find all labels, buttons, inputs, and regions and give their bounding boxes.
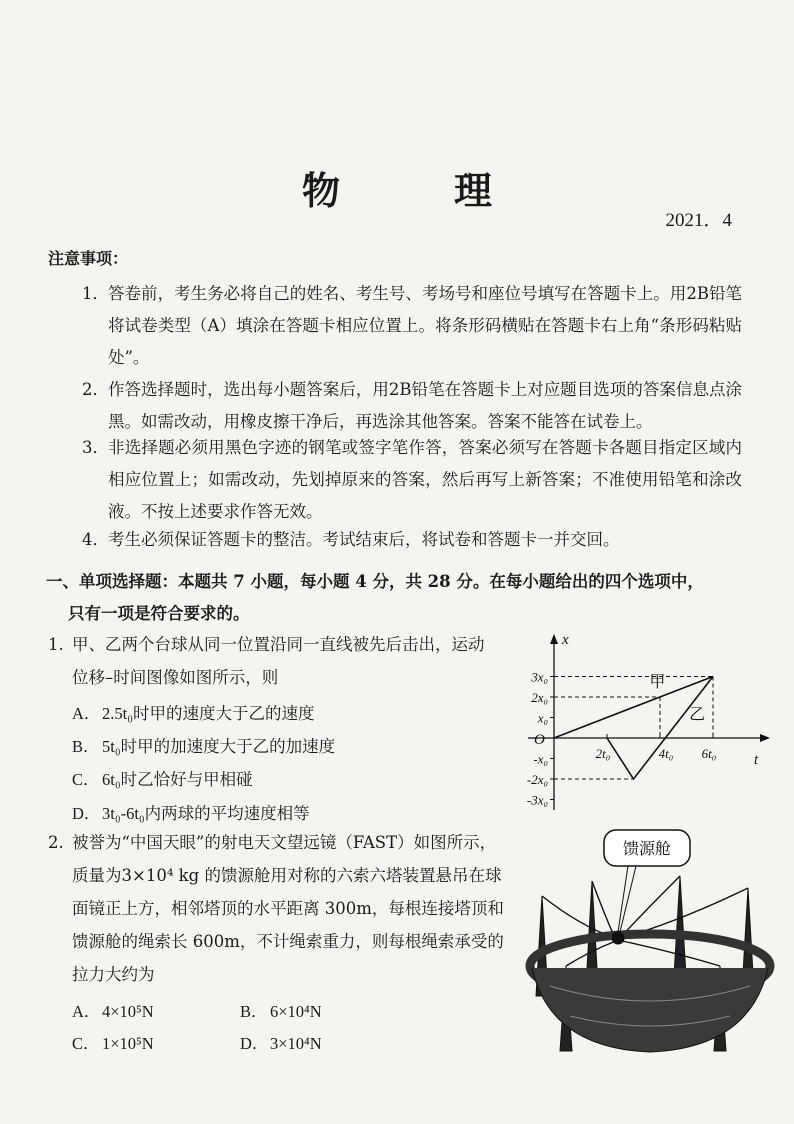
page-title: 物 理	[301, 168, 530, 213]
x-axis-label: t	[754, 752, 759, 768]
chart-axes	[527, 632, 770, 810]
notice-item	[82, 374, 742, 438]
y-tick-label: x₀	[537, 710, 548, 726]
option-text: 6t₀时乙恰好与甲相碰	[102, 770, 253, 789]
q2-option-c	[72, 1030, 154, 1054]
y-axis-arrow	[550, 634, 558, 644]
y-tick-label: -x₀	[533, 751, 548, 767]
option-text: 4×10⁵N	[102, 1002, 154, 1021]
option-label: D．	[240, 1034, 269, 1053]
option-label: B．	[240, 1002, 268, 1021]
question-stem-line: 位移–时间图像如图所示，则	[72, 668, 279, 687]
notice-item-number: 2．	[82, 380, 109, 399]
question-stem-line: 质量为3×10⁴ kg 的馈源舱用对称的六索六塔装置悬吊在球	[72, 866, 502, 885]
telescope-drawing	[530, 866, 770, 1052]
question-stem-line: 甲、乙两个台球从同一位置沿同一直线被先后击出，运动	[72, 635, 485, 654]
notice-item-text: 非选择题必须用黑色字迹的钢笔或签字笔作答，答案必须写在答题卡各题目指定区域内相应位置上；如需改动，先划掉原来的答案，然后再写上新答案；不准使用铅笔和涂改液。不按上述要求作答无效。	[108, 438, 742, 521]
notice-item-number: 1．	[82, 284, 109, 303]
q1-option-a	[72, 700, 314, 724]
section-heading-line1: 一、单项选择题：本题共 7 小题，每小题 4 分，共 28 分。在每小题给出的四个选项中，	[46, 572, 704, 591]
notice-item-number: 3．	[82, 438, 109, 457]
option-label: B．	[72, 737, 100, 756]
q2-option-a	[72, 998, 154, 1022]
notice-item-text: 考生必须保证答题卡的整洁。考试结束后，将试卷和答题卡一并交回。	[108, 530, 620, 549]
option-text: 6×10⁴N	[270, 1002, 322, 1021]
q1-option-c	[72, 766, 253, 790]
chart-series	[554, 673, 713, 779]
x-tick-label: 4t₀	[658, 746, 674, 761]
question-stem-line: 面镜正上方，相邻塔顶的水平距离 300m，每根连接塔顶和	[72, 899, 504, 918]
option-label: C．	[72, 770, 100, 789]
notice-heading: 注意事项：	[48, 249, 129, 268]
y-tick-label: 2x₀	[531, 690, 548, 705]
question-stem-line: 被誉为“中国天眼”的射电天文望远镜（FAST）如图所示，	[72, 833, 497, 852]
feed-cabin-label: 馈源舱	[622, 841, 672, 858]
question-2	[48, 826, 518, 991]
fast-telescope-figure	[520, 826, 782, 1066]
y-tick-label: -2x₀	[526, 772, 548, 787]
q2-option-b	[240, 998, 322, 1022]
x-tick-label: 2t₀	[595, 746, 611, 761]
y-tick-label: 3x₀	[531, 669, 548, 685]
question-number: 2.	[48, 833, 64, 852]
option-label: A．	[72, 704, 101, 723]
notice-item-text: 作答选择题时，选出每小题答案后，用2B铅笔在答题卡上对应题目选项的答案信息点涂黑。如需改动，用橡皮擦干净后，再选涂其他答案。答案不能答在试卷上。	[108, 380, 742, 431]
q1-option-d	[72, 800, 310, 824]
notice-item	[82, 524, 742, 556]
option-text: 3t₀-6t₀内两球的平均速度相等	[102, 804, 310, 823]
section-heading	[46, 566, 758, 630]
option-label: A．	[72, 1002, 101, 1021]
option-text: 2.5t₀时甲的速度大于乙的速度	[102, 704, 315, 723]
section-heading-line2: 只有一项是符合要求的。	[68, 604, 250, 623]
series-label-yi: 乙	[689, 706, 706, 724]
origin-label: O	[534, 732, 545, 748]
option-label: D．	[72, 804, 101, 823]
x-tick-label: 6t₀	[701, 746, 717, 761]
option-label: C．	[72, 1034, 100, 1053]
exam-date: 2021．4	[665, 210, 732, 231]
series-label-jia: 甲	[649, 673, 666, 691]
x-axis-arrow	[760, 734, 770, 742]
option-text: 5t₀时甲的加速度大于乙的加速度	[102, 737, 336, 756]
option-text: 1×10⁵N	[102, 1034, 154, 1053]
notice-item-number: 4．	[82, 530, 109, 549]
question-number: 1.	[48, 635, 64, 654]
y-tick-label: -3x₀	[526, 792, 548, 808]
notice-item-text: 答卷前，考生务必将自己的姓名、考生号、考场号和座位号填写在答题卡上。用2B铅笔将试卷类型（A）填涂在答题卡相应位置上。将条形码横贴在答题卡右上角“条形码粘贴处”。	[108, 284, 742, 367]
q1-option-b	[72, 733, 335, 757]
question-1	[48, 628, 518, 694]
q2-option-d	[240, 1030, 322, 1054]
option-text: 3×10⁴N	[270, 1034, 322, 1053]
question-stem-line: 拉力大约为	[72, 965, 155, 984]
question-stem-line: 馈源舱的绳索长 600m，不计绳索重力，则每根绳索承受的	[72, 932, 504, 951]
notice-item	[82, 432, 742, 528]
notice-item	[82, 278, 742, 374]
y-axis-label: x	[562, 632, 569, 648]
xt-graph	[518, 628, 780, 818]
